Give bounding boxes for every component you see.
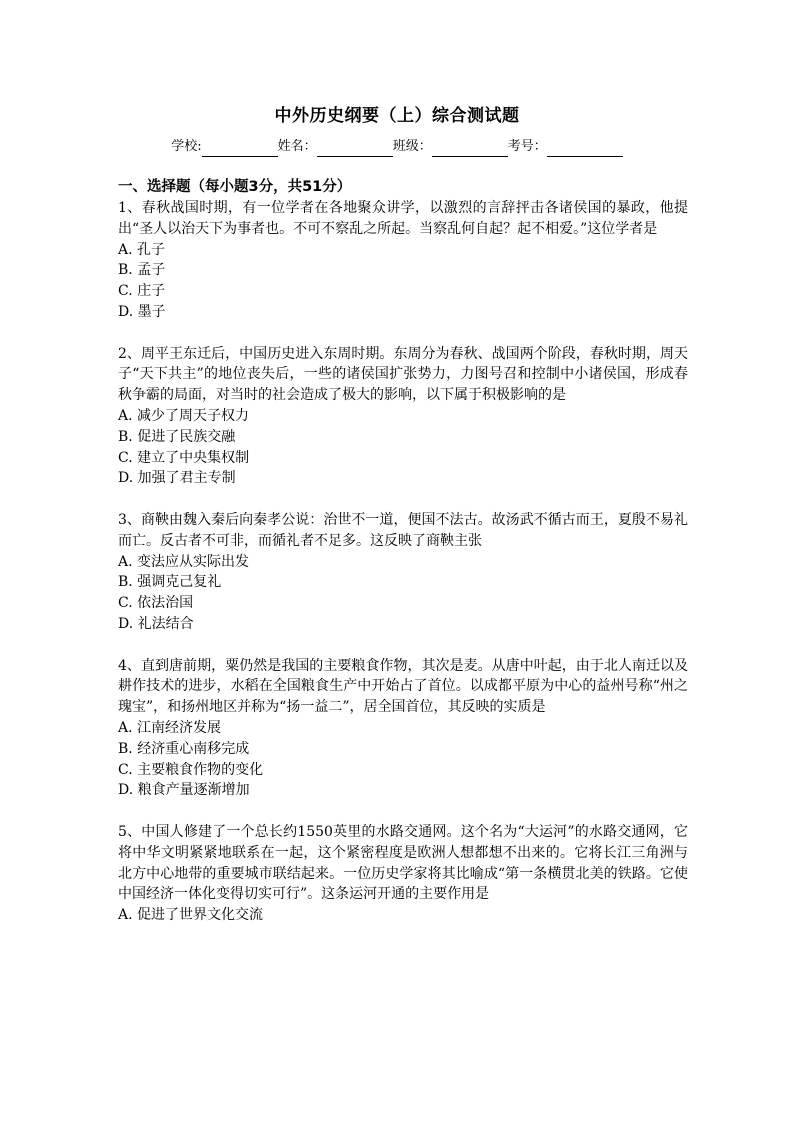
option-b: B. 孟子 [118,262,166,279]
question-1 [118,198,688,323]
section-heading: 一、选择题（每小题3分，共51分） [118,179,352,195]
question-gap [118,635,688,656]
class-label: 班级： [392,139,432,154]
exam-title: 中外历史纲要（上）综合测试题 [274,106,520,126]
question-4 [118,656,688,802]
option-d: D. 礼法结合 [118,615,194,632]
option-b: B. 强调克己复礼 [118,574,222,591]
option-d: D. 加强了君主专制 [118,470,236,487]
class-blank [432,140,508,157]
option-a: A. 江南经济发展 [118,719,222,736]
name-blank [317,140,393,157]
question-gap [118,323,688,344]
question-stem: 3、商鞅由魏入秦后向秦孝公说：治世不一道，便国不法古。故汤武不循古而王，夏殷不易礼而亡。反古者不可非，而循礼者不足多。这反映了商鞅主张 [118,511,688,549]
option-b: B. 经济重心南移完成 [118,740,250,757]
exam-content [118,176,688,926]
option-a: A. 促进了世界文化交流 [118,907,264,924]
question-3 [118,510,688,635]
school-blank [202,140,278,157]
question-gap [118,801,688,822]
option-a: A. 孔子 [118,241,166,258]
exam-no-blank [547,140,623,157]
exam-no-label: 考号： [507,139,547,154]
option-c: C. 依法治国 [118,595,194,612]
question-2 [118,344,688,490]
option-a: A. 变法应从实际出发 [118,553,250,570]
option-b: B. 促进了民族交融 [118,428,236,445]
option-c: C. 建立了中央集权制 [118,449,250,466]
option-d: D. 粮食产量逐渐增加 [118,782,250,799]
option-d: D. 墨子 [118,303,166,320]
class-field [393,137,508,157]
question-stem: 4、直到唐前期，粟仍然是我国的主要粮食作物，其次是麦。从唐中叶起，由于北人南迁以及耕作技术的进步，水稻在全国粮食生产中开始占了首位。以成都平原为中心的益州号称“州之瑰宝”，和扬州地区并称为“扬一益二”，居全国首位，其反映的实质是 [118,657,688,716]
student-info-line [0,137,794,157]
school-field [171,137,277,157]
question-gap [118,489,688,510]
question-stem: 5、中国人修建了一个总长约1550英里的水路交通网。这个名为“大运河”的水路交通网，它将中华文明紧紧地联系在一起，这个紧密程度是欧洲人想都想不出来的。它将长江三角洲与北方中心地带的重要城市联结起来。一位历史学家将其比喻成“第一条横贯北美的铁路。它使中国经济一体化变得切实可行”。这条运河开通的主要作用是 [118,823,688,903]
option-a: A. 减少了周天子权力 [118,407,250,424]
option-c: C. 主要粮食作物的变化 [118,761,264,778]
name-field [278,137,393,157]
question-stem: 1、春秋战国时期，有一位学者在各地聚众讲学，以激烈的言辞抨击各诸侯国的暴政，他提出“圣人以治天下为事者也。不可不察乱之所起。当察乱何自起？起不相爱。”这位学者是 [118,200,688,237]
exam-no-field [508,137,623,157]
name-label: 姓名： [277,139,317,154]
option-c: C. 庄子 [118,283,166,300]
question-5 [118,822,688,926]
question-stem: 2、周平王东迁后，中国历史进入东周时期。东周分为春秋、战国两个阶段，春秋时期，周天子“天下共主”的地位丧失后，一些的诸侯国扩张势力，力图号召和控制中小诸侯国，形成春秋争霸的局面，对当时的社会造成了极大的影响，以下属于积极影响的是 [118,345,688,404]
school-label: 学校: [171,139,202,154]
